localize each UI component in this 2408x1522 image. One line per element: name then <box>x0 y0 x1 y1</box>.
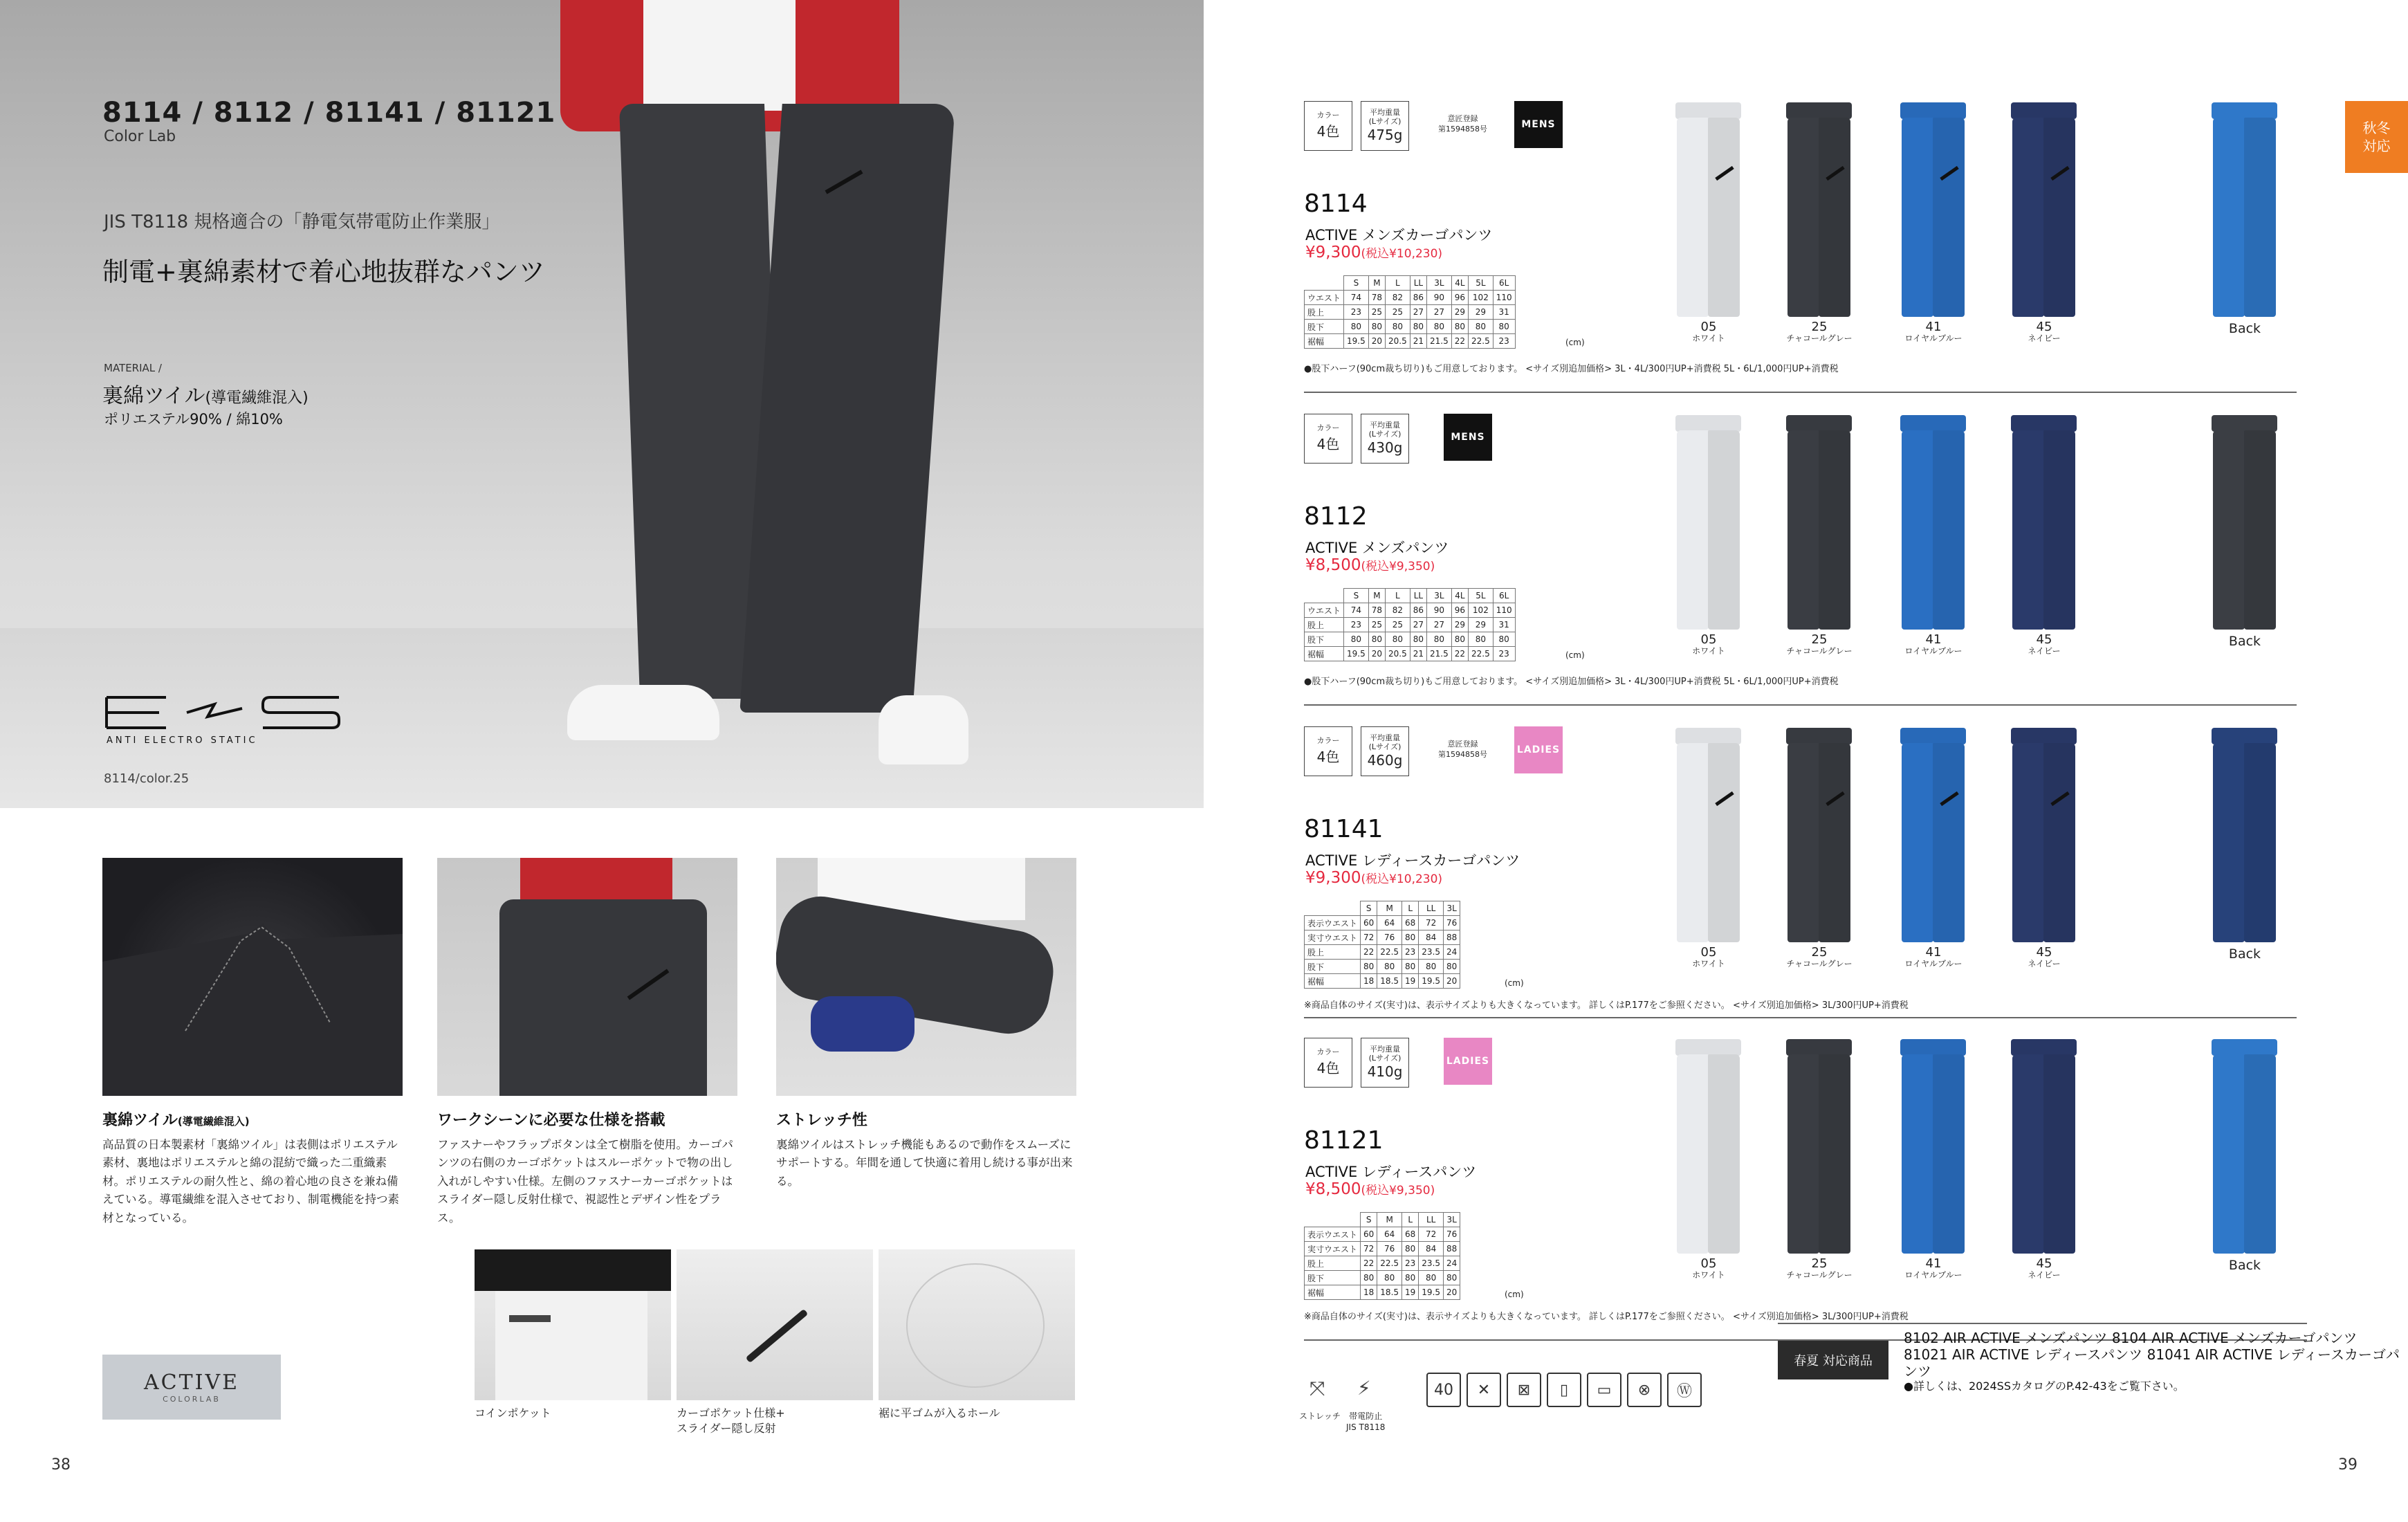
table-row: 股下 80 80 80 80 80 <box>1305 960 1460 974</box>
season-tab: 秋冬 対応 <box>2345 101 2408 173</box>
table-row: 股下 80 80 80 80 80 <box>1305 1271 1460 1285</box>
swatch-label-41: 41 ロイヤルブルー <box>1904 632 1963 656</box>
product-block-81121 <box>1304 1038 2307 1342</box>
swatch-label-45: 45 ネイビー <box>2028 1256 2061 1280</box>
product-block-8112 <box>1304 414 2307 718</box>
active-colorlab-logo: ACTIVE COLORLAB <box>102 1355 281 1420</box>
antistatic-icon: ⚡ <box>1357 1377 1371 1400</box>
related-divider <box>1778 1323 2307 1324</box>
product-block-81141 <box>1304 726 2307 1031</box>
antistatic-caption: 帯電防止 JIS T8118 <box>1346 1411 1386 1432</box>
detail-caption-hem: 裾に平ゴムが入るホール <box>879 1406 1000 1420</box>
product-divider <box>1304 1017 2297 1018</box>
pants-swatch-45 <box>2011 1039 2077 1254</box>
table-row: 裾幅 18 18.5 19 19.5 20 <box>1305 1285 1460 1300</box>
pants-swatch-41 <box>1900 102 1966 317</box>
related-note: ●詳しくは、2024SSカタログのP.42-43をご覧下さい。 <box>1904 1379 2185 1393</box>
swatch-label-05: 05 ホワイト <box>1692 945 1725 969</box>
size-header: 6L <box>1493 589 1515 603</box>
gender-badge: LADIES <box>1444 1038 1492 1085</box>
pants-swatch-05 <box>1675 102 1741 317</box>
page-number-right: 39 <box>2338 1456 2358 1474</box>
size-header: LL <box>1419 901 1444 916</box>
table-row: ウエスト 74 78 82 86 90 96 102 110 <box>1305 291 1516 305</box>
gender-badge: LADIES <box>1514 726 1563 773</box>
no-bleach-icon: ✕ <box>1467 1373 1501 1407</box>
product-code: 81121 <box>1304 1126 1384 1155</box>
jis-statement: JIS T8118 規格適合の「静電気帯電防止作業服」 <box>104 212 500 232</box>
model-white-shirt <box>643 0 796 111</box>
pants-swatch-25 <box>1786 1039 1852 1254</box>
size-header: L <box>1386 589 1410 603</box>
product-price: ¥8,500(税込¥9,350) <box>1305 1180 1435 1198</box>
unit-cm: (cm) <box>1565 338 1585 347</box>
cargo-pocket-photo <box>677 1249 873 1400</box>
pants-back-view <box>2212 415 2277 630</box>
size-header: 3L <box>1427 589 1452 603</box>
pants-swatch-05 <box>1675 1039 1741 1254</box>
size-header: M <box>1377 901 1402 916</box>
table-row: 裾幅 18 18.5 19 19.5 20 <box>1305 974 1460 989</box>
product-note: ※商品自体のサイズ(実寸)は、表示サイズよりも大きくなっています。 詳しくはP.177をご参照ください。 <サイズ別追加価格> 3L/300円UP+消費税 <box>1304 1000 1909 1011</box>
color-count-box: カラー 4色 <box>1304 414 1352 464</box>
page-number-left: 38 <box>51 1456 71 1474</box>
iron-icon: ▭ <box>1587 1373 1621 1407</box>
table-row: 股上 23 25 25 27 27 29 29 31 <box>1305 305 1516 320</box>
size-header: L <box>1386 276 1410 291</box>
detail-caption-cargo: カーゴポケット仕様+ スライダー隠し反射 <box>677 1406 785 1436</box>
size-header: S <box>1344 276 1369 291</box>
back-label: Back <box>2228 946 2261 962</box>
wet-clean-icon: Ⓦ <box>1667 1373 1702 1407</box>
pants-swatch-45 <box>2011 728 2077 942</box>
pants-back-view <box>2212 1039 2277 1254</box>
size-header: 5L <box>1469 589 1493 603</box>
hem-hole-photo <box>879 1249 1075 1400</box>
swatch-label-45: 45 ネイビー <box>2028 945 2061 969</box>
product-code: 81141 <box>1304 815 1384 843</box>
swatch-label-41: 41 ロイヤルブルー <box>1904 320 1963 343</box>
swatch-label-05: 05 ホワイト <box>1692 320 1725 343</box>
related-line-2: 81021 AIR ACTIVE レディースパンツ 81041 AIR ACTIVE レディースカーゴパンツ <box>1904 1346 2400 1379</box>
product-name: ACTIVE メンズパンツ <box>1305 540 1449 556</box>
table-row: 実寸ウエスト 72 76 80 84 88 <box>1305 930 1460 945</box>
swatch-label-45: 45 ネイビー <box>2028 320 2061 343</box>
feature-title-fabric: 裏綿ツイル(導電繊維混入) <box>102 1112 250 1129</box>
design-registration: 意匠登録 第1594858号 <box>1438 114 1487 134</box>
detail-caption-coin: コインポケット <box>475 1406 551 1420</box>
swatch-label-05: 05 ホワイト <box>1692 1256 1725 1280</box>
gender-badge: MENS <box>1514 101 1563 148</box>
table-row: 股下 80 80 80 80 80 80 80 80 <box>1305 320 1516 334</box>
feature-body-spec: ファスナーやフラップボタンは全て樹脂を使用。カーゴパンツの右側のカーゴポケットはスルーポケットで物の出し入れがしやすい仕様。左側のファスナーカーゴポケットはスライダー隠し反射仕様で、視認性とデザイン性をプラス。 <box>437 1138 734 1225</box>
color-count-box: カラー 4色 <box>1304 101 1352 151</box>
product-price: ¥9,300(税込¥10,230) <box>1305 244 1443 262</box>
product-price: ¥8,500(税込¥9,350) <box>1305 556 1435 574</box>
product-divider <box>1304 392 2297 393</box>
size-header: 4L <box>1451 589 1468 603</box>
pants-swatch-05 <box>1675 728 1741 942</box>
related-products <box>1904 1330 2408 1393</box>
back-label: Back <box>2228 321 2261 336</box>
size-table <box>1304 901 1460 989</box>
table-row: 実寸ウエスト 72 76 80 84 88 <box>1305 1242 1460 1256</box>
pants-swatch-41 <box>1900 728 1966 942</box>
pants-swatch-25 <box>1786 102 1852 317</box>
swatch-label-25: 25 チャコールグレー <box>1786 320 1853 343</box>
color-count-box: カラー 4色 <box>1304 1038 1352 1088</box>
size-table <box>1304 1212 1460 1300</box>
table-row: 股上 23 25 25 27 27 29 29 31 <box>1305 618 1516 632</box>
table-row: ウエスト 74 78 82 86 90 96 102 110 <box>1305 603 1516 618</box>
product-name: ACTIVE レディースパンツ <box>1305 1164 1477 1180</box>
unit-cm: (cm) <box>1505 1290 1524 1299</box>
unit-cm: (cm) <box>1565 650 1585 660</box>
photo-caption: 8114/color.25 <box>104 771 190 786</box>
feature-body-stretch: 裏綿ツイルはストレッチ機能もあるので動作をスムーズにサポートする。年間を通して快適に着用し続ける事が出来る。 <box>776 1138 1073 1188</box>
feature-title-spec: ワークシーンに必要な仕様を搭載 <box>437 1112 665 1129</box>
table-row: 表示ウエスト 60 64 68 72 76 <box>1305 916 1460 930</box>
catchcopy: 制電+裏綿素材で着心地抜群なパンツ <box>102 257 545 287</box>
material-label: MATERIAL / <box>104 362 162 374</box>
material-name: 裏綿ツイル(導電繊維混入) <box>102 384 309 408</box>
no-tumble-dry-icon: ⊠ <box>1507 1373 1541 1407</box>
size-table <box>1304 275 1516 349</box>
size-header: 6L <box>1493 276 1515 291</box>
size-header: LL <box>1419 1213 1444 1227</box>
gender-badge: MENS <box>1444 414 1492 461</box>
table-row: 裾幅 19.5 20 20.5 21 21.5 22 22.5 23 <box>1305 334 1516 349</box>
care-label-icons <box>1426 1373 1702 1407</box>
size-header: 3L <box>1444 901 1460 916</box>
pants-swatch-05 <box>1675 415 1741 630</box>
size-header: 3L <box>1444 1213 1460 1227</box>
size-header: S <box>1344 589 1369 603</box>
size-table <box>1304 588 1516 661</box>
pants-swatch-45 <box>2011 415 2077 630</box>
swatch-label-41: 41 ロイヤルブルー <box>1904 1256 1963 1280</box>
shoe-right <box>879 695 968 764</box>
table-row: 裾幅 19.5 20 20.5 21 21.5 22 22.5 23 <box>1305 647 1516 661</box>
weight-box: 平均重量 (Lサイズ) 410g <box>1361 1038 1409 1088</box>
line-dry-icon: ▯ <box>1547 1373 1581 1407</box>
weight-box: 平均重量 (Lサイズ) 430g <box>1361 414 1409 464</box>
fabric-closeup-photo <box>102 858 403 1096</box>
model-pants-right-leg <box>739 104 955 713</box>
size-header: 3L <box>1427 276 1452 291</box>
size-header: 5L <box>1469 276 1493 291</box>
size-header: M <box>1368 276 1385 291</box>
design-registration: 意匠登録 第1594858号 <box>1438 740 1487 760</box>
no-dry-clean-icon: ⊗ <box>1627 1373 1662 1407</box>
pants-swatch-41 <box>1900 1039 1966 1254</box>
product-note: ●股下ハーフ(90cm裁ち切り)もご用意しております。 <サイズ別追加価格> 3L・4L/300円UP+消費税 5L・6L/1,000円UP+消費税 <box>1304 677 1839 687</box>
stretch-kneel-photo <box>776 858 1076 1096</box>
product-price: ¥9,300(税込¥10,230) <box>1305 869 1443 887</box>
size-header: L <box>1402 1213 1419 1227</box>
pants-swatch-25 <box>1786 415 1852 630</box>
size-header: S <box>1361 901 1377 916</box>
color-count-box: カラー 4色 <box>1304 726 1352 776</box>
table-row: 股下 80 80 80 80 80 80 80 80 <box>1305 632 1516 647</box>
pants-back-view <box>2212 102 2277 317</box>
product-block-8114 <box>1304 101 2307 405</box>
related-line-1: 8102 AIR ACTIVE メンズパンツ 8104 AIR ACTIVE メンズカーゴパンツ <box>1904 1330 2358 1346</box>
table-row: 股上 22 22.5 23 23.5 24 <box>1305 945 1460 960</box>
swatch-label-45: 45 ネイビー <box>2028 632 2061 656</box>
anti-electro-static-logo <box>104 690 353 746</box>
swatch-label-25: 25 チャコールグレー <box>1786 632 1853 656</box>
brand-name: Color Lab <box>104 128 176 145</box>
model-numbers: 8114 / 8112 / 81141 / 81121 <box>102 97 556 129</box>
pocket-detail-photo <box>437 858 737 1096</box>
back-label: Back <box>2228 634 2261 649</box>
feature-title-stretch: ストレッチ性 <box>776 1112 867 1129</box>
product-note: ※商品自体のサイズ(実寸)は、表示サイズよりも大きくなっています。 詳しくはP.177をご参照ください。 <サイズ別追加価格> 3L/300円UP+消費税 <box>1304 1312 1909 1322</box>
size-header: LL <box>1410 276 1426 291</box>
size-header: M <box>1368 589 1385 603</box>
product-code: 8112 <box>1304 502 1368 531</box>
size-header: M <box>1377 1213 1402 1227</box>
size-header: S <box>1361 1213 1377 1227</box>
material-composition: ポリエステル90% / 綿10% <box>104 411 283 428</box>
back-label: Back <box>2228 1258 2261 1273</box>
product-name: ACTIVE メンズカーゴパンツ <box>1305 227 1493 244</box>
stretch-icon: ⤧ <box>1309 1377 1325 1400</box>
table-row: 股上 22 22.5 23 23.5 24 <box>1305 1256 1460 1271</box>
shoe-left <box>567 685 719 740</box>
svg-text:ANTI ELECTRO STATIC: ANTI ELECTRO STATIC <box>107 735 258 746</box>
pants-back-view <box>2212 728 2277 942</box>
product-name: ACTIVE レディースカーゴパンツ <box>1305 852 1520 869</box>
size-header: LL <box>1410 589 1426 603</box>
feature-body-fabric: 高品質の日本製素材「裏綿ツイル」は表側はポリエステル素材、裏地はポリエステルと綿の混紡で織った二重織素材。ポリエステルの耐久性と、綿の着心地の良さを兼ね備えている。導電繊維を混入させており、制電機能を持つ素材となっている。 <box>102 1138 399 1225</box>
size-header: L <box>1402 901 1419 916</box>
table-row: 表示ウエスト 60 64 68 72 76 <box>1305 1227 1460 1242</box>
wash-40-icon: 40 <box>1426 1373 1461 1407</box>
pants-swatch-45 <box>2011 102 2077 317</box>
swatch-label-25: 25 チャコールグレー <box>1786 945 1853 969</box>
stretch-caption: ストレッチ <box>1299 1411 1341 1421</box>
unit-cm: (cm) <box>1505 978 1524 988</box>
coin-pocket-photo <box>475 1249 671 1400</box>
size-header: 4L <box>1451 276 1468 291</box>
hero-photo <box>0 0 1204 808</box>
product-divider <box>1304 704 2297 706</box>
spring-summer-badge: 春夏 対応商品 <box>1778 1341 1888 1379</box>
swatch-label-41: 41 ロイヤルブルー <box>1904 945 1963 969</box>
swatch-label-05: 05 ホワイト <box>1692 632 1725 656</box>
product-note: ●股下ハーフ(90cm裁ち切り)もご用意しております。 <サイズ別追加価格> 3L・4L/300円UP+消費税 5L・6L/1,000円UP+消費税 <box>1304 364 1839 374</box>
product-code: 8114 <box>1304 190 1368 218</box>
weight-box: 平均重量 (Lサイズ) 460g <box>1361 726 1409 776</box>
pants-swatch-41 <box>1900 415 1966 630</box>
pants-swatch-25 <box>1786 728 1852 942</box>
weight-box: 平均重量 (Lサイズ) 475g <box>1361 101 1409 151</box>
swatch-label-25: 25 チャコールグレー <box>1786 1256 1853 1280</box>
